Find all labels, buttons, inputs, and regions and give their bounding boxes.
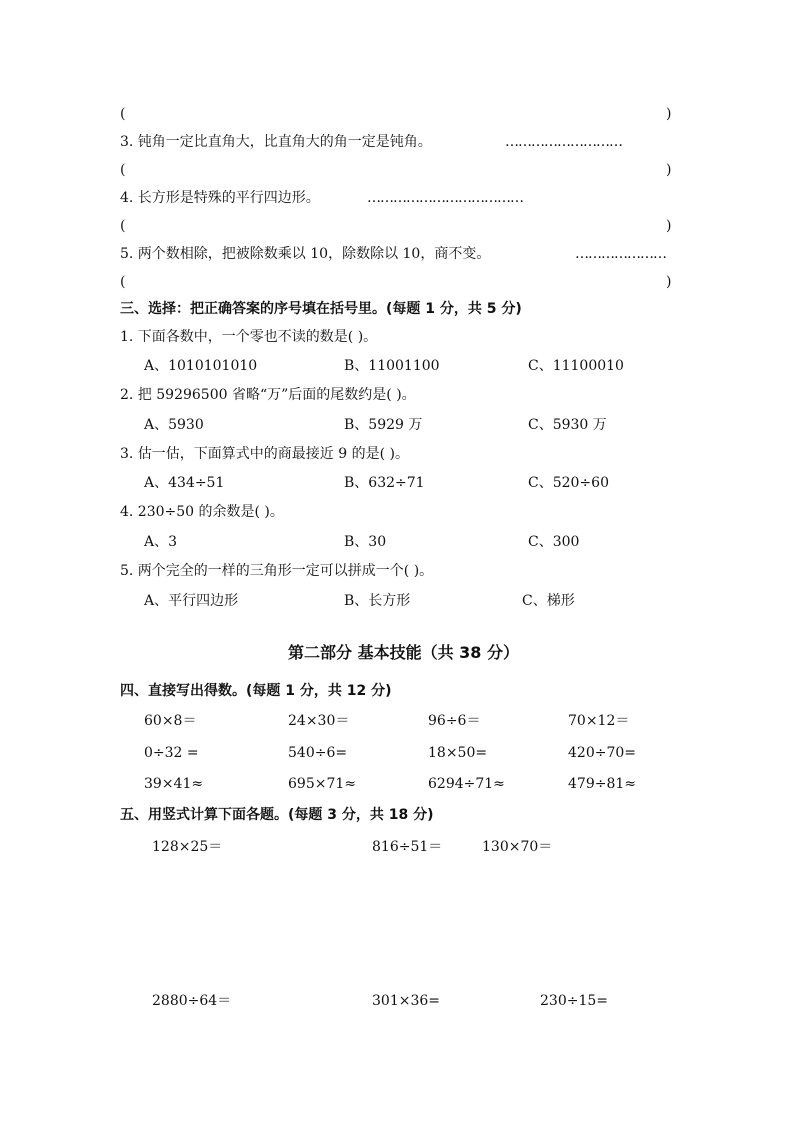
choice-q4: 4. 230÷50 的余数是( )。 bbox=[120, 504, 284, 520]
vertical-heading: 五、用竖式计算下面各题。(每题 3 分，共 18 分) bbox=[120, 807, 434, 823]
choice-q2-b: B、5929 万 bbox=[344, 417, 423, 433]
choice-q5: 5. 两个完全的一样的三角形一定可以拼成一个( )。 bbox=[120, 563, 434, 579]
judgment-dots-3: ……………………… bbox=[505, 134, 622, 150]
choice-q5-c: C、梯形 bbox=[522, 593, 575, 609]
direct-r3-c3: 6294÷71≈ bbox=[428, 776, 505, 792]
choice-q4-a: A、3 bbox=[144, 534, 178, 550]
direct-heading: 四、直接写出得数。(每题 1 分，共 12 分) bbox=[120, 683, 392, 699]
judgment-dots-5: ………………… bbox=[575, 246, 666, 262]
paren-close-2: ) bbox=[666, 106, 672, 122]
choice-q1: 1. 下面各数中，一个零也不读的数是( )。 bbox=[120, 329, 378, 345]
choice-q4-c: C、300 bbox=[528, 534, 580, 550]
judgment-dots-4: ……………………………… bbox=[367, 190, 523, 206]
direct-r3-c4: 479÷81≈ bbox=[568, 776, 636, 792]
vertical-r1-c3: 130×70＝ bbox=[482, 839, 553, 855]
choice-q1-a: A、1010101010 bbox=[144, 358, 258, 374]
choice-q4-b: B、30 bbox=[344, 534, 387, 550]
paren-open-2: ( bbox=[120, 106, 126, 122]
paren-close-5: ) bbox=[666, 274, 672, 290]
choice-q3-a: A、434÷51 bbox=[144, 475, 225, 491]
paren-open-5: ( bbox=[120, 274, 126, 290]
direct-r2-c2: 540÷6= bbox=[288, 745, 348, 761]
choice-heading: 三、选择：把正确答案的序号填在括号里。(每题 1 分，共 5 分) bbox=[120, 301, 522, 317]
choice-q2: 2. 把 59296500 省略“万”后面的尾数约是( )。 bbox=[120, 387, 416, 403]
direct-r1-c3: 96÷6＝ bbox=[428, 713, 481, 729]
vertical-r2-c1: 2880÷64＝ bbox=[152, 993, 232, 1009]
paren-close-4: ) bbox=[666, 218, 672, 234]
choice-q3-c: C、520÷60 bbox=[528, 475, 609, 491]
vertical-r2-c2: 301×36= bbox=[372, 993, 440, 1009]
choice-q5-b: B、长方形 bbox=[344, 593, 411, 609]
choice-q1-c: C、11100010 bbox=[528, 358, 624, 374]
judgment-item-3: 3. 钝角一定比直角大，比直角大的角一定是钝角。 bbox=[120, 134, 432, 150]
part2-title: 第二部分 基本技能（共 38 分） bbox=[288, 643, 519, 662]
paren-open-3: ( bbox=[120, 162, 126, 178]
direct-r1-c2: 24×30＝ bbox=[288, 713, 350, 729]
direct-r2-c1: 0÷32 = bbox=[144, 745, 199, 761]
choice-q2-c: C、5930 万 bbox=[528, 417, 607, 433]
direct-r3-c1: 39×41≈ bbox=[144, 776, 204, 792]
vertical-r2-c3: 230÷15= bbox=[540, 993, 608, 1009]
direct-r1-c4: 70×12＝ bbox=[568, 713, 630, 729]
judgment-item-4: 4. 长方形是特殊的平行四边形。 bbox=[120, 190, 320, 206]
choice-q1-b: B、11001100 bbox=[344, 358, 440, 374]
direct-r2-c3: 18×50= bbox=[428, 745, 488, 761]
direct-r2-c4: 420÷70= bbox=[568, 745, 636, 761]
vertical-r1-c1: 128×25＝ bbox=[152, 839, 223, 855]
paren-open-4: ( bbox=[120, 218, 126, 234]
choice-q3: 3. 估一估，下面算式中的商最接近 9 的是( )。 bbox=[120, 446, 409, 462]
direct-r3-c2: 695×71≈ bbox=[288, 776, 356, 792]
choice-q2-a: A、5930 bbox=[144, 417, 204, 433]
direct-r1-c1: 60×8＝ bbox=[144, 713, 197, 729]
choice-q3-b: B、632÷71 bbox=[344, 475, 425, 491]
judgment-item-5: 5. 两个数相除，把被除数乘以 10，除数除以 10，商不变。 bbox=[120, 246, 491, 262]
choice-q5-a: A、平行四边形 bbox=[144, 593, 239, 609]
vertical-r1-c2: 816÷51＝ bbox=[372, 839, 443, 855]
paren-close-3: ) bbox=[666, 162, 672, 178]
